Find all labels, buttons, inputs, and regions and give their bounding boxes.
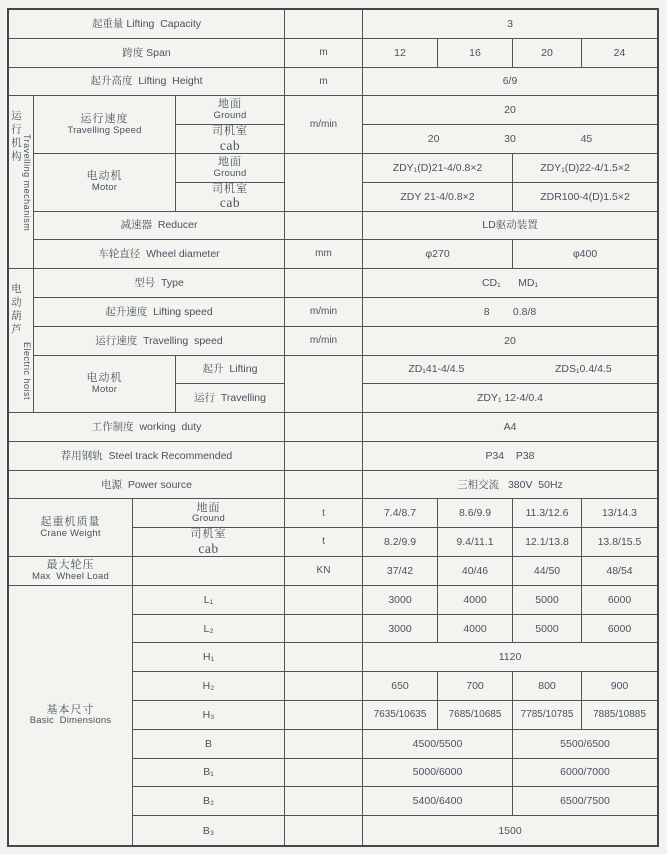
travelling-motor-cab-right: ZDR100-4(D)1.5×2 [513, 183, 657, 212]
basic-dimensions-zh: 基本尺寸 [46, 703, 95, 716]
span-value-24: 24 [582, 39, 657, 68]
span-value-12: 12 [363, 39, 438, 68]
hoist-motor-lifting-right: ZDS₁0.4/4.5 [555, 363, 612, 376]
hoist-motor-unit [285, 356, 363, 414]
cab-speed-2: 30 [504, 133, 516, 146]
crane-weight-cab-v1: 8.2/9.9 [363, 528, 438, 557]
dim-H1-label: H₁ [133, 643, 285, 672]
dim-B-right: 5500/6500 [513, 730, 657, 759]
cab-zh: 司机室 [212, 182, 248, 195]
crane-weight-ground-label [133, 499, 285, 528]
dim-H2-v3: 800 [513, 672, 582, 701]
travelling-motor-ground-left: ZDY₁(D)21-4/0.8×2 [363, 154, 513, 183]
group-electric-hoist [9, 269, 34, 413]
wheel-diameter-label: 车轮直径 Wheel diameter [34, 240, 285, 269]
span-label: 跨度 Span [9, 39, 285, 68]
dim-L1-label: L₁ [133, 586, 285, 615]
travelling-motor-ground-right: ZDY₁(D)22-4/1.5×2 [513, 154, 657, 183]
hoist-lifting-speed-label: 起升速度 Lifting speed [34, 298, 285, 327]
type-value: CD₁ MD₁ [363, 269, 657, 298]
travelling-speed-cab-values [363, 125, 657, 154]
max-wheel-load-v2: 40/46 [438, 557, 513, 586]
crane-weight-label [9, 499, 133, 557]
travelling-motor-en: Motor [91, 182, 118, 194]
travelling-motor-cab-label [176, 183, 285, 212]
lifting-height-label: 起升高度 Lifting Height [9, 68, 285, 97]
travelling-speed-label-zh: 运行速度 [80, 112, 129, 125]
dim-H1-value: 1120 [363, 643, 657, 672]
travelling-motor-ground-label [176, 154, 285, 183]
working-duty-unit [285, 413, 363, 442]
dim-B2-right: 6500/7500 [513, 787, 657, 816]
dim-L2-v4: 6000 [582, 615, 657, 644]
travelling-motor-zh: 电动机 [86, 170, 123, 183]
power-source-label: 电源 Power source [9, 471, 285, 500]
dim-B-left: 4500/5500 [363, 730, 513, 759]
dim-H3-v4: 7885/10885 [582, 701, 657, 730]
reducer-unit [285, 212, 363, 241]
cab-zh: 司机室 [190, 528, 227, 541]
max-wheel-load-spacer [133, 557, 285, 586]
span-value-20: 20 [513, 39, 582, 68]
max-wheel-load-v3: 44/50 [513, 557, 582, 586]
max-wheel-load-v4: 48/54 [582, 557, 657, 586]
lifting-height-unit: m [285, 68, 363, 97]
dim-L2-v3: 5000 [513, 615, 582, 644]
span-value-16: 16 [438, 39, 513, 68]
dim-B-unit [285, 730, 363, 759]
travelling-motor-cab-left: ZDY 21-4/0.8×2 [363, 183, 513, 212]
hoist-motor-lifting-left: ZD₁41-4/4.5 [408, 363, 465, 376]
hoist-motor-travelling-value: ZDY₁ 12-4/0.4 [363, 384, 657, 413]
ground-zh: 地面 [218, 98, 242, 111]
dim-H1-unit [285, 643, 363, 672]
crane-weight-ground-v4: 13/14.3 [582, 499, 657, 528]
hoist-lifting-speed-value: 8 0.8/8 [363, 298, 657, 327]
dim-B1-label: B₁ [133, 759, 285, 788]
dim-B2-label: B₂ [133, 787, 285, 816]
basic-dimensions-en: Basic Dimensions [29, 715, 112, 727]
ground-en: Ground [213, 110, 247, 122]
dim-B3-label: B₃ [133, 816, 285, 845]
dim-H3-unit [285, 701, 363, 730]
hoist-motor-lifting-label: 起升 Lifting [176, 356, 285, 385]
ground-zh: 地面 [196, 501, 221, 514]
dim-B1-left: 5000/6000 [363, 759, 513, 788]
dim-B2-unit [285, 787, 363, 816]
hoist-travelling-speed-unit: m/min [285, 327, 363, 356]
dim-H2-v2: 700 [438, 672, 513, 701]
power-source-value: 三相交流 380V 50Hz [363, 471, 657, 500]
hoist-motor-zh: 电动机 [86, 372, 123, 385]
dim-L2-unit [285, 615, 363, 644]
max-wheel-load-v1: 37/42 [363, 557, 438, 586]
hoist-travelling-speed-value: 20 [363, 327, 657, 356]
crane-weight-cab-v4: 13.8/15.5 [582, 528, 657, 557]
lifting-capacity-value: 3 [363, 10, 657, 39]
type-unit [285, 269, 363, 298]
cab-speed-3: 45 [580, 133, 593, 146]
crane-weight-zh: 起重机质量 [40, 515, 101, 528]
span-unit: m [285, 39, 363, 68]
lifting-capacity-unit [285, 10, 363, 39]
group-electric-hoist-en: Electric hoist [22, 342, 33, 401]
dim-B3-unit [285, 816, 363, 845]
working-duty-value: A4 [363, 413, 657, 442]
cab-speed-1: 20 [427, 133, 440, 146]
dim-H2-label: H₂ [133, 672, 285, 701]
group-travelling-mechanism-zh: 运行机构 [9, 110, 22, 165]
dim-H3-v1: 7635/10635 [363, 701, 438, 730]
dim-L1-v4: 6000 [582, 586, 657, 615]
dim-H2-v1: 650 [363, 672, 438, 701]
travelling-speed-label [34, 96, 176, 154]
dim-B3-value: 1500 [498, 824, 522, 837]
dim-B1-right: 6000/7000 [513, 759, 657, 788]
dim-H3-label: H₃ [133, 701, 285, 730]
crane-weight-cab-v3: 12.1/13.8 [513, 528, 582, 557]
dim-L1-unit [285, 586, 363, 615]
dim-L1-v2: 4000 [438, 586, 513, 615]
dim-L1-v1: 3000 [363, 586, 438, 615]
steel-track-label: 荐用钢轨 Steel track Recommended [9, 442, 285, 471]
dim-L2-v2: 4000 [438, 615, 513, 644]
dim-L1-v3: 5000 [513, 586, 582, 615]
dim-B1-unit [285, 759, 363, 788]
hoist-motor-travelling-label: 运行 Travelling [176, 384, 285, 413]
travelling-motor-unit [285, 154, 363, 212]
max-wheel-load-unit: KN [285, 557, 363, 586]
reducer-value: LD驱动装置 [363, 212, 657, 241]
travelling-speed-cab-label [176, 125, 285, 154]
wheel-diameter-unit: mm [285, 240, 363, 269]
type-label: 型号 Type [34, 269, 285, 298]
dim-H2-unit [285, 672, 363, 701]
lifting-height-value: 6/9 [363, 68, 657, 97]
working-duty-label: 工作制度 working duty [9, 413, 285, 442]
dim-L2-v1: 3000 [363, 615, 438, 644]
group-travelling-mechanism [9, 96, 34, 269]
ground-en: Ground [213, 167, 247, 179]
crane-weight-ground-v3: 11.3/12.6 [513, 499, 582, 528]
dim-H2-v4: 900 [582, 672, 657, 701]
ground-zh: 地面 [218, 156, 242, 169]
crane-weight-cab-v2: 9.4/11.1 [438, 528, 513, 557]
hoist-lifting-speed-unit: m/min [285, 298, 363, 327]
crane-weight-ground-v1: 7.4/8.7 [363, 499, 438, 528]
travelling-speed-unit: m/min [285, 96, 363, 154]
max-wheel-load-zh: 最大轮压 [46, 559, 95, 572]
hoist-travelling-speed-label: 运行速度 Travelling speed [34, 327, 285, 356]
hoist-motor-label [34, 356, 176, 414]
steel-track-value: P34 P38 [363, 442, 657, 471]
travelling-speed-label-en: Travelling Speed [67, 124, 142, 136]
hoist-motor-en: Motor [91, 383, 118, 395]
max-wheel-load-label [9, 557, 133, 586]
cab-zh: 司机室 [212, 125, 248, 137]
cab-en: cab [198, 540, 219, 556]
crane-weight-cab-label [133, 528, 285, 557]
crane-weight-ground-unit: t [285, 499, 363, 528]
hoist-motor-lifting-values [363, 356, 657, 385]
lifting-capacity-label: 起重量 Lifting Capacity [9, 10, 285, 39]
power-source-unit [285, 471, 363, 500]
reducer-label: 减速器 Reducer [34, 212, 285, 241]
travelling-motor-label [34, 154, 176, 212]
steel-track-unit [285, 442, 363, 471]
crane-weight-en: Crane Weight [40, 527, 101, 539]
cab-en: cab [219, 195, 241, 211]
crane-spec-table [7, 8, 659, 847]
crane-weight-cab-unit: t [285, 528, 363, 557]
wheel-diameter-right: φ400 [513, 240, 657, 269]
basic-dimensions-label [9, 586, 133, 845]
group-travelling-mechanism-en: Travelling mechanism [22, 133, 33, 231]
dim-B2-left: 5400/6400 [363, 787, 513, 816]
crane-weight-ground-v2: 8.6/9.9 [438, 499, 513, 528]
dim-L2-label: L₂ [133, 615, 285, 644]
group-electric-hoist-zh: 电动葫芦 [9, 283, 22, 338]
wheel-diameter-left: φ270 [363, 240, 513, 269]
travelling-speed-ground-value: 20 [363, 96, 657, 125]
ground-en: Ground [192, 513, 225, 525]
dim-H3-v2: 7685/10685 [438, 701, 513, 730]
dim-B-label: B [133, 730, 285, 759]
cab-en: cab [219, 137, 241, 153]
travelling-speed-ground-label [176, 96, 285, 125]
dim-H3-v3: 7785/10785 [513, 701, 582, 730]
max-wheel-load-en: Max Wheel Load [32, 570, 109, 582]
